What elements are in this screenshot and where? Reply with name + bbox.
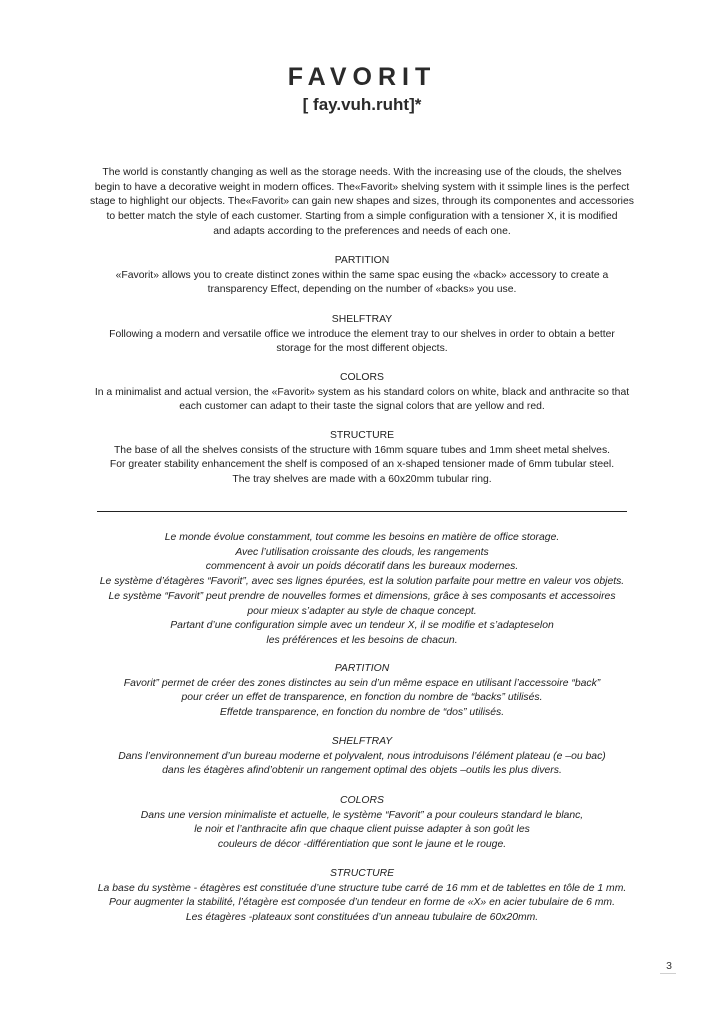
text-line: Favorit” permet de créer des zones distinctes au sein d’un même espace en utilisant l’accessoire “back” xyxy=(123,677,601,689)
text-line: transparency Effect, depending on the number of «backs» you use. xyxy=(207,284,517,296)
page-title: FAVORIT xyxy=(287,63,437,91)
text-line: Following a modern and versatile office we introduce the element tray to our shelves in order to obtain a better xyxy=(109,328,615,340)
text-line: The tray shelves are made with a 60x20mm tubular ring. xyxy=(232,474,492,486)
french-partition xyxy=(62,662,662,721)
english-partition xyxy=(62,254,662,298)
section-divider xyxy=(97,511,627,512)
text-line: Partant d’une configuration simple avec un tendeur X, il se modifie et s’adapteselon xyxy=(170,620,554,632)
french-colors xyxy=(62,794,662,853)
text-line: Le système “Favorit” peut prendre de nouvelles formes et dimensions, grâce à ses composants et accessoires xyxy=(108,590,616,602)
text-line: dans les étagères afind’obtenir un rangement optimal des objets –outils les plus divers. xyxy=(162,765,562,777)
text-line: commencent à avoir un poids décoratif dans les bureaux modernes. xyxy=(205,561,519,573)
text-line: Pour augmenter la stabilité, l’étagère est composée d’un tendeur en forme de «X» en acier tubulaire de 6 mm. xyxy=(109,897,615,909)
text-line: For greater stability enhancement the shelf is composed of an x-shaped tensioner made of 6mm tubular steel. xyxy=(109,459,615,471)
text-line: storage for the most different objects. xyxy=(276,343,448,355)
text-line: In a minimalist and actual version, the «Favorit» system as his standard colors on white, black and anthracite so that xyxy=(94,386,630,398)
english-intro xyxy=(62,166,662,240)
section-heading: STRUCTURE xyxy=(329,430,395,441)
pronunciation: [ fay.vuh.ruht]* xyxy=(302,95,422,114)
text-line: couleurs de décor -différentiation que sont le jaune et le rouge. xyxy=(217,839,507,851)
section-heading: COLORS xyxy=(340,372,384,383)
text-line: Les étagères -plateaux sont constituées d’un anneau tubulaire de 60x20mm. xyxy=(185,912,539,924)
text-line: Effetde transparence, en fonction du nombre de “dos” utilisés. xyxy=(219,707,505,719)
text-line: pour mieux s’adapter au style de chaque concept. xyxy=(247,605,477,617)
text-line: Le monde évolue constamment, tout comme les besoins en matière de office storage. xyxy=(164,532,560,543)
text-line: The world is constantly changing as well as the storage needs. With the increasing use of the clouds, the shelves xyxy=(102,167,622,178)
section-heading: SHELFTRAY xyxy=(331,736,393,747)
text-line: Dans une version minimaliste et actuelle, le système “Favorit” a pour couleurs standard le blanc, xyxy=(140,809,584,821)
text-line: La base du système - étagères est constituée d’une structure tube carré de 16 mm et de tablettes en tôle de 1 mm. xyxy=(97,882,627,894)
page-number-underline xyxy=(660,973,676,974)
text-line: «Favorit» allows you to create distinct zones within the same spac eusing the «back» accessory to create a xyxy=(115,269,609,281)
french-intro xyxy=(62,531,662,649)
text-line: and adapts according to the preferences and needs of each one. xyxy=(213,225,511,237)
english-shelftray xyxy=(62,313,662,357)
text-line: Avec l’utilisation croissante des clouds, les rangements xyxy=(235,546,489,558)
section-heading: SHELFTRAY xyxy=(331,314,393,325)
text-line: les préférences et les besoins de chacun. xyxy=(266,634,458,646)
section-heading: PARTITION xyxy=(334,663,390,674)
text-line: pour créer un effet de transparence, en fonction du nombre de “backs” utilisés. xyxy=(181,692,543,704)
text-line: to better match the style of each customer. Starting from a simple configuration with a tensioner X, it is modified xyxy=(106,211,618,223)
text-line: each customer can adapt to their taste the signal colors that are yellow and red. xyxy=(179,401,545,413)
text-line: The base of all the shelves consists of the structure with 16mm square tubes and 1mm sheet metal shelves. xyxy=(113,444,611,456)
page-number: 3 xyxy=(666,960,672,972)
french-structure xyxy=(62,867,662,926)
french-shelftray xyxy=(62,735,662,779)
section-heading: STRUCTURE xyxy=(329,868,395,879)
text-line: Le système d’étagères “Favorit”, avec ses lignes épurées, est la solution parfaite pour mettre en valeur vos objets. xyxy=(99,576,625,588)
english-structure xyxy=(62,429,662,488)
text-line: begin to have a decorative weight in modern offices. The«Favorit» shelving system with it ssimple lines is the perfect xyxy=(94,181,630,193)
text-line: le noir et l’anthracite afin que chaque client puisse adapter à son goût les xyxy=(194,824,530,836)
text-line: Dans l’environnement d’un bureau moderne et polyvalent, nous introduisons l’élément plateau (e –ou bac) xyxy=(118,750,606,762)
english-colors xyxy=(62,371,662,415)
text-line: stage to highlight our objects. The«Favorit» can gain new shapes and sizes, through its componentes and accessories xyxy=(90,196,634,208)
section-heading: COLORS xyxy=(340,795,384,806)
section-heading: PARTITION xyxy=(334,255,390,266)
